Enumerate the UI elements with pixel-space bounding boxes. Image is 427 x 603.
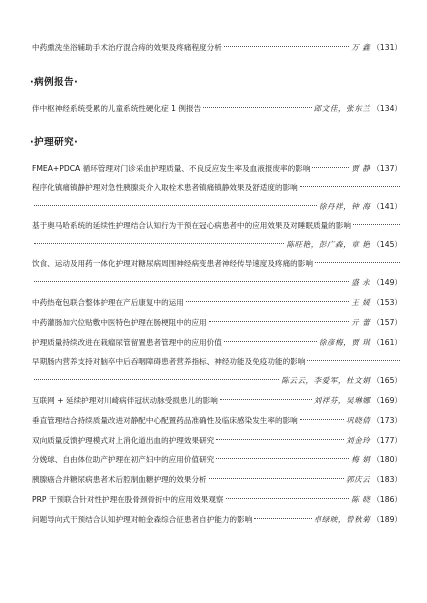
leader-dots xyxy=(353,224,400,225)
entry-title: 中药热奄包联合整体护理在产后康复中的运用 xyxy=(32,298,184,307)
entry-title: 分娩球、自由体位助产护理在初产妇中的应用价值研究 xyxy=(32,455,215,464)
entry-page: （131） xyxy=(372,43,402,52)
entry-title: FMEA+PDCA 循环管理对门诊采血护理质量、不良反应发生率及血液报废率的影响 xyxy=(32,164,311,173)
entry-title: 程序化镇痛镇静护理对急性胰腺炎介入取栓术患者镇痛镇静效果及舒适度的影响 xyxy=(32,183,298,192)
entry-page: （165） xyxy=(372,376,402,385)
entry-author: 陈旺艳，彭广森，章 艳 xyxy=(286,240,371,249)
entry-author: 王 媛 xyxy=(351,298,371,307)
entry-page: （169） xyxy=(372,396,402,405)
toc-entry[interactable] xyxy=(32,514,402,525)
entry-page: （134） xyxy=(372,104,402,113)
entry-page: （141） xyxy=(372,202,402,211)
toc-entry[interactable] xyxy=(32,494,402,505)
entry-page: （177） xyxy=(372,436,402,445)
entry-author: 徐丹祥，钟 海 xyxy=(318,202,371,211)
leader-dots xyxy=(312,167,349,168)
entry-author: 刘祥芬，吴琳娜 xyxy=(313,396,371,405)
toc-entry[interactable] xyxy=(32,474,402,485)
entry-title: 双向质量反馈护理模式对上消化道出血的护理效果研究 xyxy=(32,436,215,445)
leader-dots xyxy=(209,478,344,479)
leader-dots xyxy=(186,301,349,302)
leader-dots xyxy=(300,186,400,187)
leader-dots xyxy=(226,498,350,499)
leader-dots xyxy=(224,341,317,342)
toc-entry[interactable] xyxy=(32,182,402,212)
toc-entry[interactable] xyxy=(32,220,402,250)
entry-page: （180） xyxy=(372,455,402,464)
leader-dots xyxy=(220,399,312,400)
section-heading-case-report: ·病例报告· xyxy=(30,77,79,88)
leader-dots xyxy=(315,262,400,263)
entry-page: （173） xyxy=(372,416,402,425)
leader-dots xyxy=(203,107,312,108)
toc-entry[interactable] xyxy=(32,42,402,53)
toc-entry[interactable] xyxy=(32,258,402,288)
entry-author: 卓绿映，曾秋菊 xyxy=(313,515,371,524)
leader-dots xyxy=(307,360,400,361)
entry-title: 护理质量持续改进在栽瘤尿管留置患者管理中的应用价值 xyxy=(32,338,222,347)
entry-title: 互联网 + 延续护理对川崎病伴冠状动脉受损患儿的影响 xyxy=(32,396,218,405)
leader-dots xyxy=(34,281,349,282)
leader-dots xyxy=(224,46,349,47)
toc-entry[interactable] xyxy=(32,337,402,348)
toc-entry[interactable] xyxy=(32,356,402,386)
toc-entry[interactable] xyxy=(32,415,402,426)
leader-dots xyxy=(34,205,317,206)
entry-author: 徐彦梅，贾 琪 xyxy=(318,338,371,347)
entry-author: 陈 晓 xyxy=(351,495,371,504)
entry-title: 早期肠内营养支持对脑卒中后吞咽障碍患者营养指标、神经功能及免疫功能的影响 xyxy=(32,357,306,366)
toc-entry[interactable] xyxy=(32,163,402,174)
leader-dots xyxy=(300,419,344,420)
entry-author: 郭庆云 xyxy=(346,475,371,484)
entry-author: 亓 蕾 xyxy=(351,318,371,327)
entry-title: 中药灌肠加穴位贴敷中医特色护理在肠梗阻中的应用 xyxy=(32,318,207,327)
section-heading-nursing: ·护理研究· xyxy=(30,137,79,148)
entry-page: （153） xyxy=(372,298,402,307)
toc-entry[interactable] xyxy=(32,395,402,406)
entry-page: （157） xyxy=(372,318,402,327)
entry-page: （161） xyxy=(372,338,402,347)
toc-entry[interactable] xyxy=(32,454,402,465)
entry-author: 盛 永 xyxy=(351,278,371,287)
leader-dots xyxy=(216,439,344,440)
entry-page: （137） xyxy=(372,164,402,173)
entry-author: 陈云云，李爱军，杜文娟 xyxy=(281,376,371,385)
leader-dots xyxy=(34,243,284,244)
entry-title: 问题导向式干预结合认知护理对帕金森综合征患者自护能力的影响 xyxy=(32,515,253,524)
leader-dots xyxy=(216,458,349,459)
entry-author: 刘金玲 xyxy=(346,436,371,445)
entry-page: （183） xyxy=(372,475,402,484)
entry-title: 伴中枢神经系统受累的儿童系统性硬化症 1 例报告 xyxy=(32,104,202,113)
entry-page: （149） xyxy=(372,278,402,287)
entry-title: 基于奥马哈系统的延续性护理结合认知行为干预在冠心病患者中的应用效果及对睡眠质量的影响 xyxy=(32,221,351,230)
entry-title: 饮食、运动及用药一体化护理对糖尿病周围神经病变患者神经传导速度及疼痛的影响 xyxy=(32,259,313,268)
toc-entry[interactable] xyxy=(32,435,402,446)
toc-entry[interactable] xyxy=(32,103,402,114)
entry-title: 中药熏洗坐浴辅助手术治疗混合痔的效果及疼痛程度分析 xyxy=(32,43,222,52)
entry-title: 垂直管理结合持续质量改进对静配中心配置药品准确性及临床感染发生率的影响 xyxy=(32,416,298,425)
entry-title: PRP 干预联合针对性护理在股骨颈骨折中的应用效果观察 xyxy=(32,495,224,504)
entry-author: 巩晓倩 xyxy=(346,416,371,425)
entry-author: 贾 静 xyxy=(351,164,371,173)
entry-page: （186） xyxy=(372,495,402,504)
entry-page: （145） xyxy=(372,240,402,249)
entry-page: （189） xyxy=(372,515,402,524)
toc-entry[interactable] xyxy=(32,297,402,308)
leader-dots xyxy=(209,321,350,322)
entry-author: 梅 娟 xyxy=(351,455,371,464)
leader-dots xyxy=(254,518,311,519)
toc-entry[interactable] xyxy=(32,317,402,328)
entry-author: 郎文佳，张东兰 xyxy=(313,104,371,113)
leader-dots xyxy=(34,379,279,380)
entry-title: 胰腺癌合并糖尿病患者术后腔制血糖护理的效果分析 xyxy=(32,475,207,484)
entry-author: 万 鑫 xyxy=(351,43,371,52)
